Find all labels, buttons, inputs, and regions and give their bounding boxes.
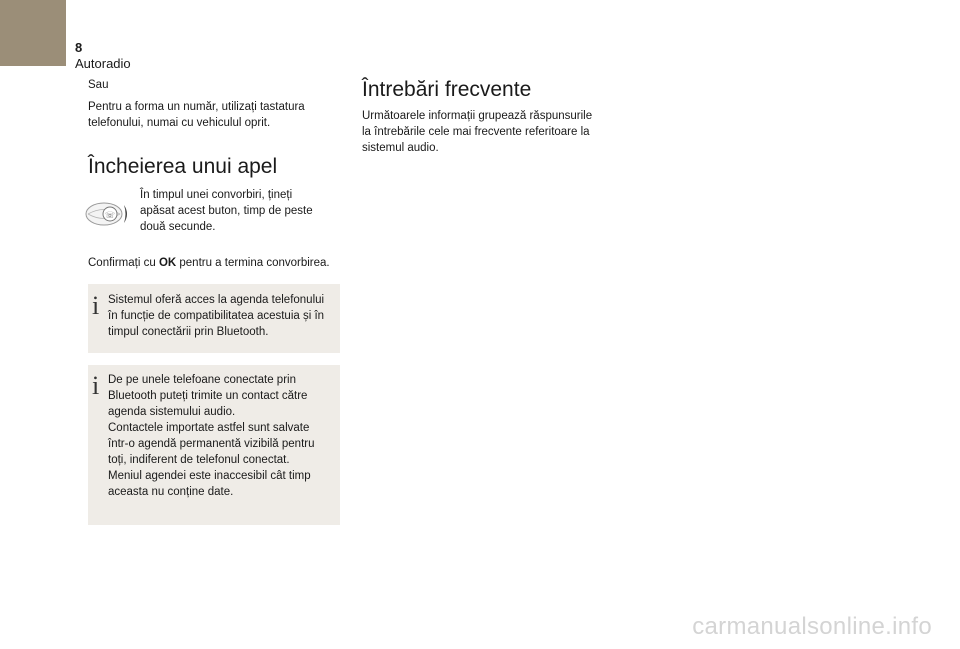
info-icon: i bbox=[92, 371, 100, 400]
corner-tab bbox=[0, 0, 66, 66]
end-call-heading: Încheierea unui apel bbox=[88, 155, 278, 178]
info-icon: i bbox=[92, 291, 100, 320]
watermark: carmanualsonline.info bbox=[692, 613, 932, 640]
sau-text: Sau bbox=[88, 79, 109, 91]
faq-line2: la întrebările cele mai frecvente referitoare la bbox=[362, 126, 590, 138]
end-call-line3: două secunde. bbox=[140, 221, 216, 233]
dial-text-line2: telefonului, numai cu vehiculul oprit. bbox=[88, 117, 271, 129]
section-label: Autoradio bbox=[75, 56, 131, 71]
confirm-ok: OK bbox=[158, 257, 177, 269]
faq-line1: Următoarele informații grupează răspunsurile bbox=[362, 110, 593, 122]
confirm-prefix: Confirmați cu bbox=[88, 257, 159, 269]
note-2-text: De pe unele telefoane conectate prin Bluetooth puteți trimite un contact către agenda sistemului audio. Contactele importate astfel sunt salvate într-o agendă permanentă vizibilă pentru toți, indiferent de telefonul conectat. Meniul agendei este inaccesibil cât timp aceasta nu conține date. bbox=[108, 374, 315, 498]
faq-heading: Întrebări frecvente bbox=[362, 78, 532, 101]
note-box-2 bbox=[88, 365, 340, 525]
confirm-text bbox=[88, 255, 330, 271]
confirm-suffix: pentru a termina convorbirea. bbox=[176, 257, 330, 269]
faq-line3: sistemul audio. bbox=[362, 142, 439, 154]
note-1-text: Sistemul oferă acces la agenda telefonului în funcție de compatibilitatea acestuia și în timpul conectării prin Bluetooth. bbox=[108, 294, 325, 338]
dial-text-line1: Pentru a forma un număr, utilizați tastatura bbox=[88, 101, 305, 113]
note-box-1 bbox=[88, 284, 340, 353]
end-call-line1: În timpul unei convorbiri, țineți bbox=[140, 189, 293, 201]
end-call-line2: apăsat acest buton, timp de peste bbox=[140, 205, 313, 217]
steering-call-button-icon bbox=[84, 199, 132, 229]
page-number: 8 bbox=[75, 40, 83, 55]
svg-text:☏: ☏ bbox=[104, 210, 116, 220]
